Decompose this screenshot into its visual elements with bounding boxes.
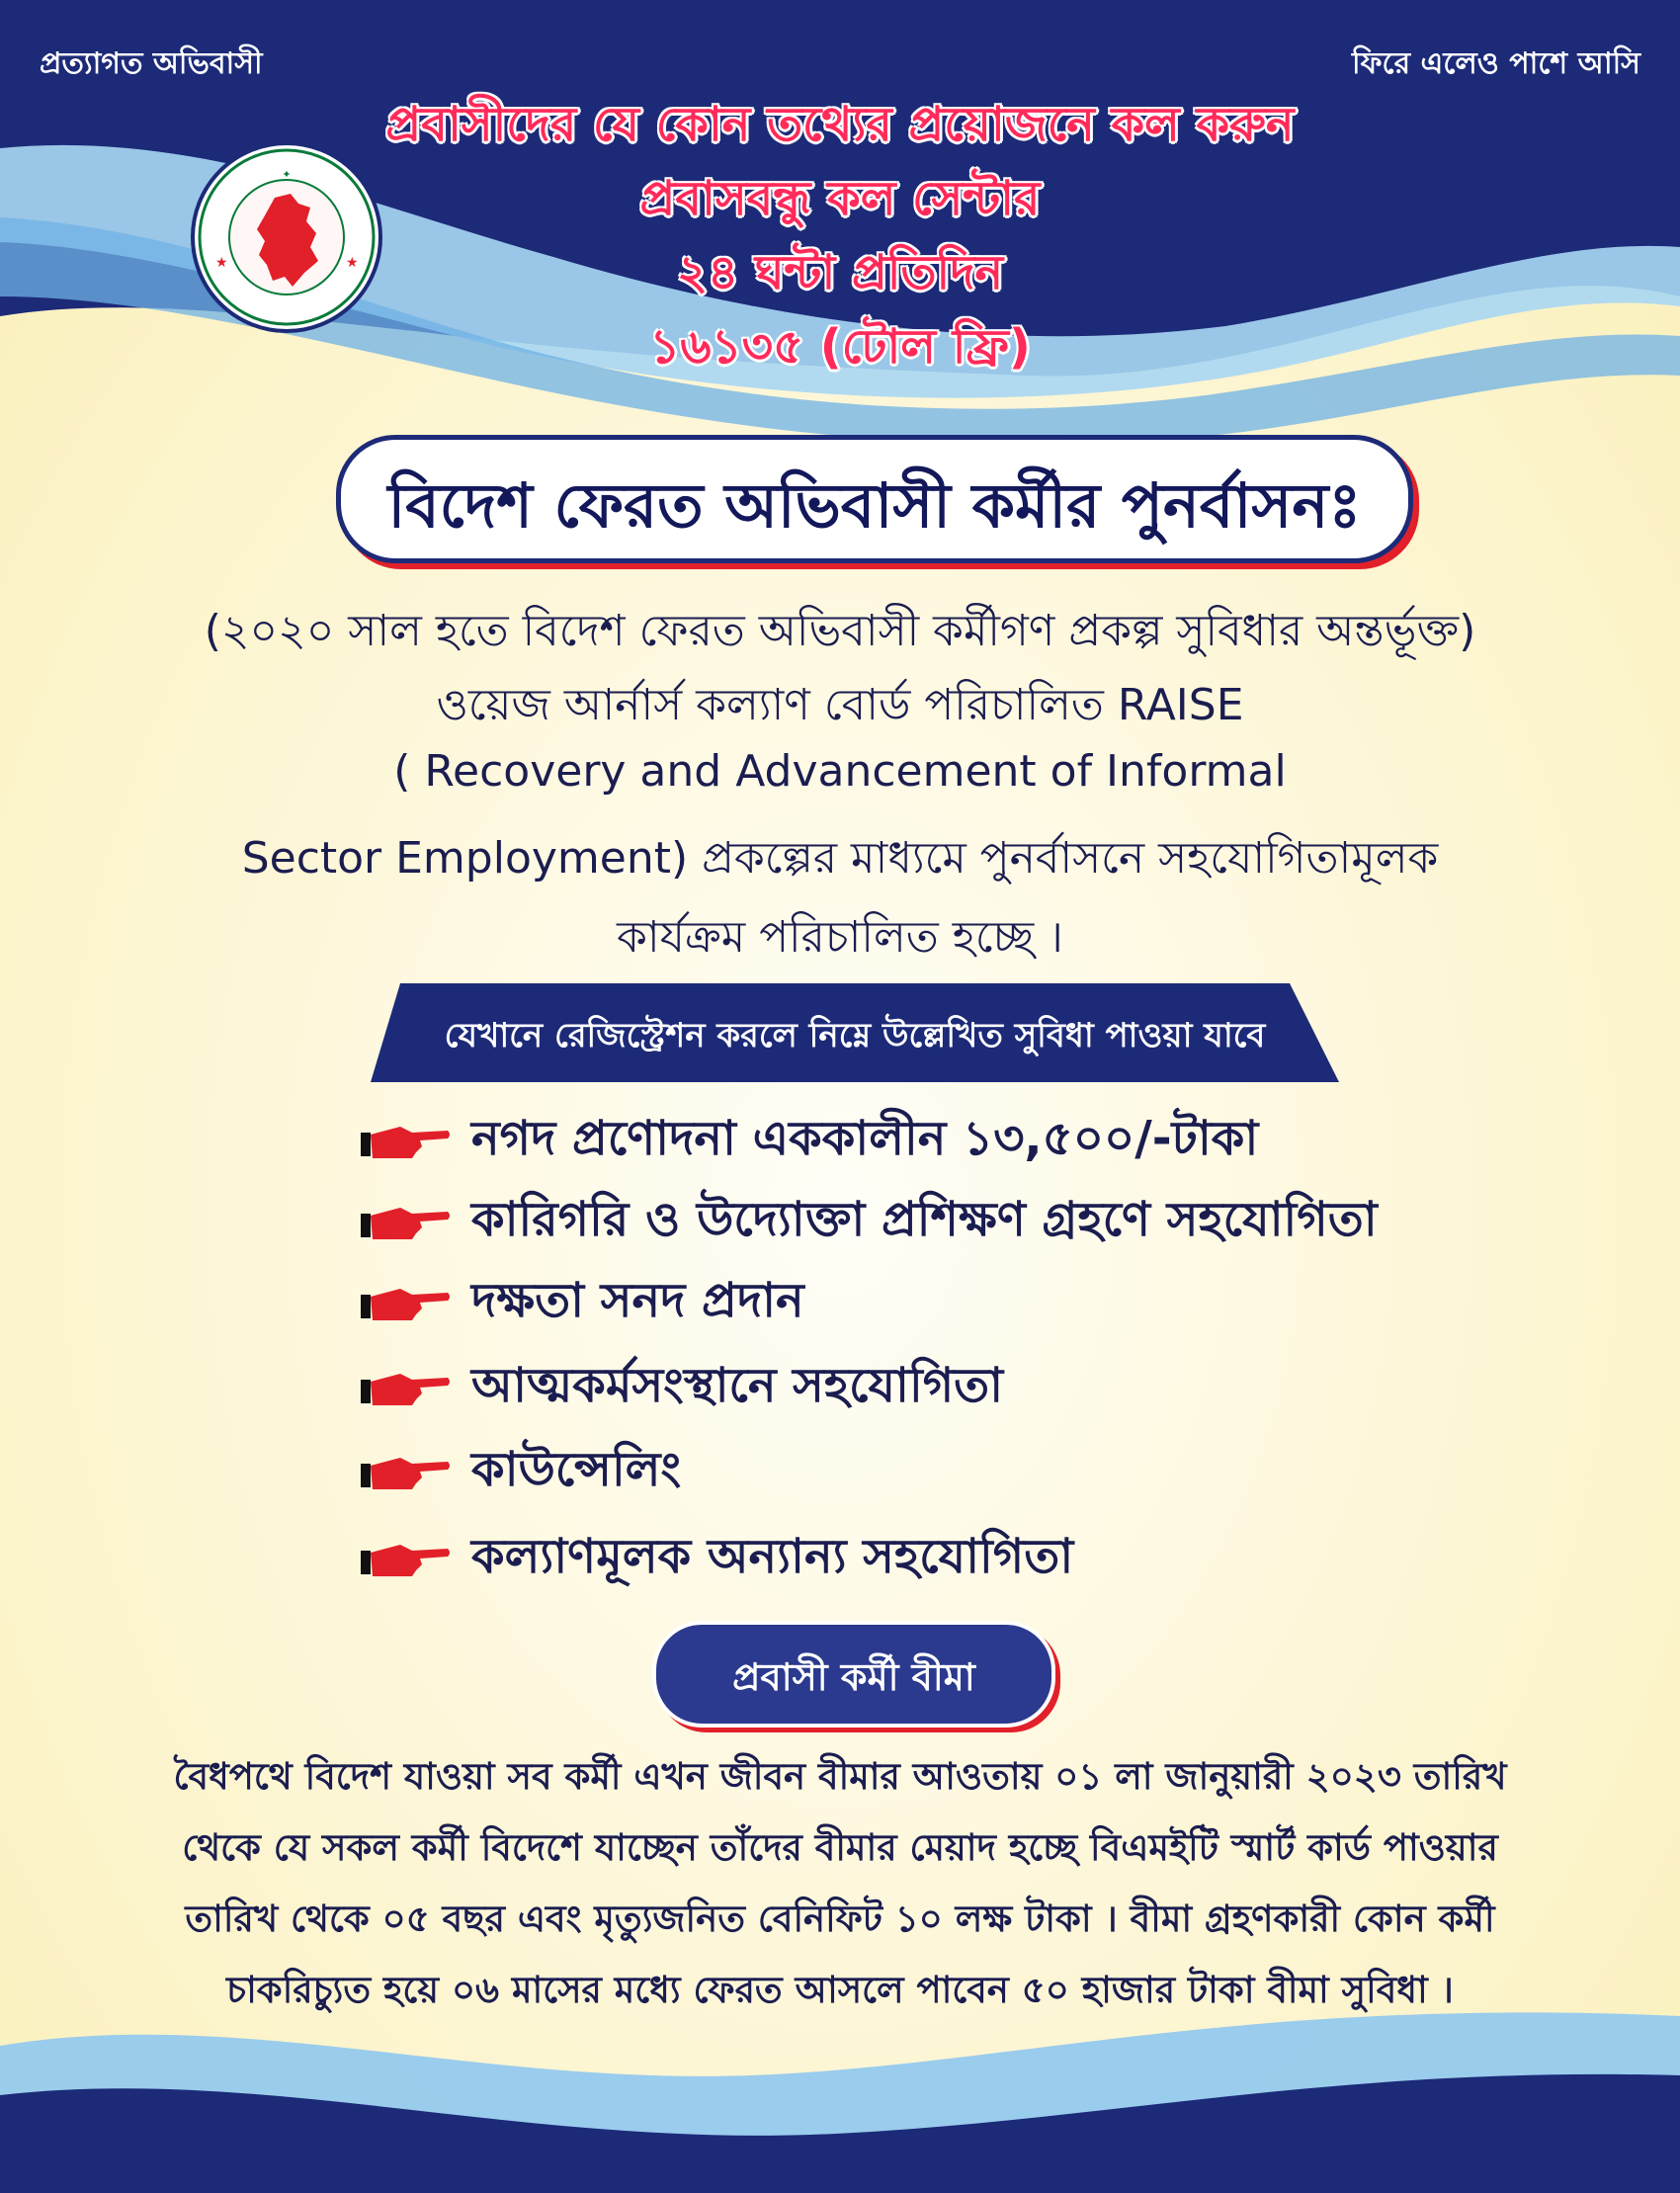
benefit-item	[361, 1274, 804, 1333]
body-line-1: (২০২০ সাল হতে বিদেশ ফেরত অভিবাসী কর্মীগণ প্রকল্প সুবিধার অন্তর্ভূক্ত)	[204, 606, 1476, 656]
benefit-label: দক্ষতা সনদ প্রদান	[471, 1272, 804, 1328]
svg-text:★: ★	[215, 255, 228, 271]
benefit-item	[361, 1112, 1258, 1171]
body-line-4: Sector Employment) প্রকল্পের মাধ্যমে পুনর্বাসনে সহযোগিতামূলক	[241, 833, 1439, 884]
page-title: বিদেশ ফেরত অভিবাসী কর্মীর পুনর্বাসনঃ	[387, 469, 1362, 542]
headline-availability: ২৪ ঘন্টা প্রতিদিন	[676, 245, 1004, 300]
headline-toll-free-number: ১৬১৩৫ (টোল ফ্রি)	[649, 319, 1031, 375]
insurance-paragraph-line-4: চাকরিচ্যুত হয়ে ০৬ মাসের মধ্যে ফেরত আসলে পাবেন ৫০ হাজার টাকা বীমা সুবিধা ।	[226, 1969, 1454, 2011]
registration-banner: যেখানে রেজিস্ট্রেশন করলে নিম্নে উল্লেখিত সুবিধা পাওয়া যাবে	[444, 1016, 1266, 1055]
pointing-hand-icon	[361, 1366, 452, 1411]
body-line-5: কার্যক্রম পরিচালিত হচ্ছে ।	[617, 912, 1063, 963]
pointing-hand-icon	[361, 1119, 452, 1164]
body-line-3: ( Recovery and Advancement of Informal	[393, 746, 1287, 797]
headline-call-info: প্রবাসীদের যে কোন তথ্যের প্রয়োজনে কল করুন	[385, 97, 1295, 152]
insurance-heading: প্রবাসী কর্মী বীমা	[732, 1655, 975, 1699]
pointing-hand-icon	[361, 1450, 452, 1495]
pointing-hand-icon	[361, 1281, 452, 1326]
benefit-label: নগদ প্রণোদনা এককালীন ১৩,৫০০/-টাকা	[471, 1110, 1259, 1166]
benefit-item	[361, 1443, 681, 1502]
body-line-2: ওয়েজ আর্নার্স কল্যাণ বোর্ড পরিচালিত RAISE	[436, 680, 1244, 730]
benefit-label: কারিগরি ও উদ্যোক্তা প্রশিক্ষণ গ্রহণে সহযোগিতা	[471, 1191, 1378, 1247]
svg-text:✦: ✦	[282, 168, 292, 181]
pointing-hand-icon	[361, 1537, 452, 1582]
insurance-paragraph-line-2: থেকে যে সকল কর্মী বিদেশে যাচ্ছেন তাঁদের বীমার মেয়াদ হচ্ছে বিএমইটি স্মার্ট কার্ড পাওয়ার	[182, 1826, 1498, 1869]
pointing-hand-icon	[361, 1200, 452, 1245]
headline-call-center: প্রবাসবন্ধু কল সেন্টার	[639, 171, 1041, 226]
top-right-tagline: ফিরে এলেও পাশে আসি	[1352, 46, 1640, 81]
insurance-paragraph-line-3: তারিখ থেকে ০৫ বছর এবং মৃত্যুজনিত বেনিফিট ১০ লক্ষ টাকা । বীমা গ্রহণকারী কোন কর্মী	[185, 1898, 1495, 1940]
benefit-label: কল্যাণমূলক অন্যান্য সহযোগিতা	[471, 1528, 1074, 1584]
top-left-tagline: প্রত্যাগত অভিবাসী	[40, 46, 263, 81]
benefit-item	[361, 1359, 1003, 1418]
benefit-label: কাউন্সেলিং	[471, 1441, 682, 1497]
benefit-label: আত্মকর্মসংস্থানে সহযোগিতা	[471, 1357, 1004, 1413]
benefit-item	[361, 1193, 1378, 1252]
benefit-item	[361, 1530, 1073, 1589]
svg-text:★: ★	[346, 255, 359, 271]
insurance-paragraph-line-1: বৈধপথে বিদেশ যাওয়া সব কর্মী এখন জীবন বীমার আওতায় ০১ লা জানুয়ারী ২০২৩ তারিখ	[173, 1755, 1507, 1798]
